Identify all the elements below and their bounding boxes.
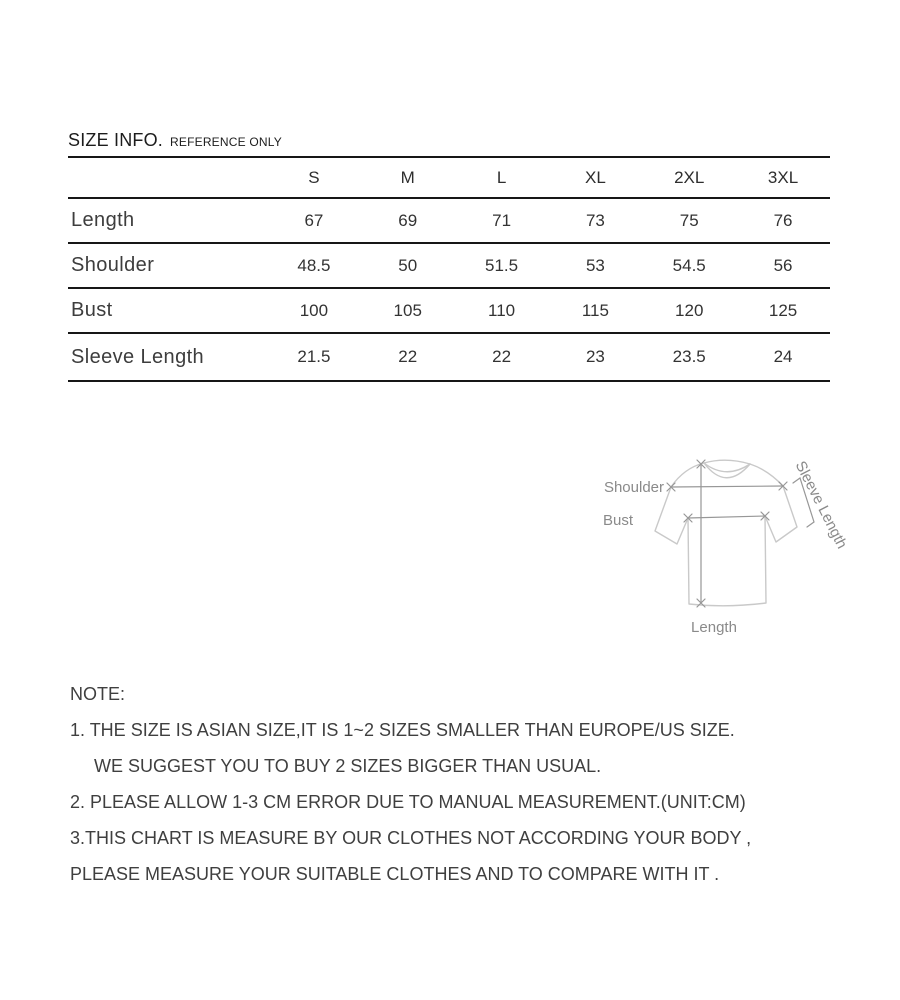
size-value: 120 bbox=[675, 300, 704, 320]
size-value: 73 bbox=[585, 210, 605, 230]
column-header-3xl: 3XL bbox=[767, 167, 799, 187]
bust-measure-line bbox=[688, 516, 765, 518]
size-value: 105 bbox=[393, 300, 422, 320]
size-value: 53 bbox=[585, 255, 605, 275]
size-value: 24 bbox=[773, 347, 793, 366]
size-value: 51.5 bbox=[485, 255, 519, 275]
size-value: 54.5 bbox=[672, 255, 706, 275]
size-table-header-row bbox=[68, 156, 830, 197]
column-header-xl: XL bbox=[585, 167, 606, 187]
row-label: Length bbox=[71, 209, 135, 231]
shoulder-label: Shoulder bbox=[603, 479, 664, 496]
row-label: Shoulder bbox=[71, 254, 155, 276]
size-value: 100 bbox=[299, 300, 329, 320]
note-line-1: 1. THE SIZE IS ASIAN SIZE,IT IS 1~2 SIZES SMALLER THAN EUROPE/US SIZE. bbox=[70, 720, 735, 740]
note-line-3: 2. PLEASE ALLOW 1-3 CM ERROR DUE TO MANUAL MEASUREMENT.(UNIT:CM) bbox=[70, 792, 746, 812]
size-value: 48.5 bbox=[297, 255, 331, 275]
size-value: 69 bbox=[398, 210, 418, 230]
notes-heading: NOTE: bbox=[70, 684, 126, 704]
size-value: 50 bbox=[398, 255, 418, 275]
size-value: 115 bbox=[581, 300, 609, 320]
row-label: Sleeve Length bbox=[71, 345, 205, 368]
size-value: 110 bbox=[488, 300, 516, 320]
size-value: 67 bbox=[304, 210, 324, 230]
size-value: 56 bbox=[773, 255, 793, 275]
row-label: Bust bbox=[71, 299, 113, 321]
column-header-l: L bbox=[496, 167, 507, 187]
section-heading bbox=[68, 130, 282, 151]
bust-label: Bust bbox=[603, 512, 634, 529]
size-value: 75 bbox=[679, 210, 699, 230]
page-subtitle: REFERENCE ONLY bbox=[170, 135, 282, 149]
tshirt-measurement-diagram bbox=[580, 430, 860, 650]
note-line-2: WE SUGGEST YOU TO BUY 2 SIZES BIGGER THAN USUAL. bbox=[94, 756, 602, 776]
size-value: 125 bbox=[768, 300, 798, 320]
column-header-m: M bbox=[400, 167, 415, 187]
table-row-shoulder bbox=[68, 242, 830, 287]
table-row-sleeve-length bbox=[68, 332, 830, 382]
note-line-4: 3.THIS CHART IS MEASURE BY OUR CLOTHES NOT ACCORDING YOUR BODY , bbox=[70, 828, 752, 848]
shoulder-measure-line bbox=[671, 486, 783, 487]
size-value: 21.5 bbox=[297, 347, 331, 366]
sleeve-length-label: Sleeve Length bbox=[791, 458, 851, 552]
tshirt-outline-icon bbox=[655, 460, 797, 606]
length-label: Length bbox=[691, 619, 737, 636]
size-value: 71 bbox=[492, 210, 512, 230]
size-value: 22 bbox=[398, 347, 418, 366]
size-table bbox=[68, 156, 830, 382]
column-header-s: S bbox=[308, 167, 320, 187]
size-value: 22 bbox=[492, 347, 512, 366]
column-header-2xl: 2XL bbox=[674, 167, 705, 187]
size-value: 23.5 bbox=[672, 347, 706, 366]
note-line-5: PLEASE MEASURE YOUR SUITABLE CLOTHES AND TO COMPARE WITH IT . bbox=[70, 864, 720, 884]
size-value: 76 bbox=[773, 210, 793, 230]
x-marker-icons bbox=[667, 460, 787, 607]
table-row-bust bbox=[68, 287, 830, 332]
size-value: 23 bbox=[585, 347, 605, 366]
page-title: SIZE INFO. bbox=[68, 130, 164, 150]
diagram-labels bbox=[603, 458, 850, 636]
notes-section bbox=[70, 676, 751, 892]
table-row-length bbox=[68, 197, 830, 242]
